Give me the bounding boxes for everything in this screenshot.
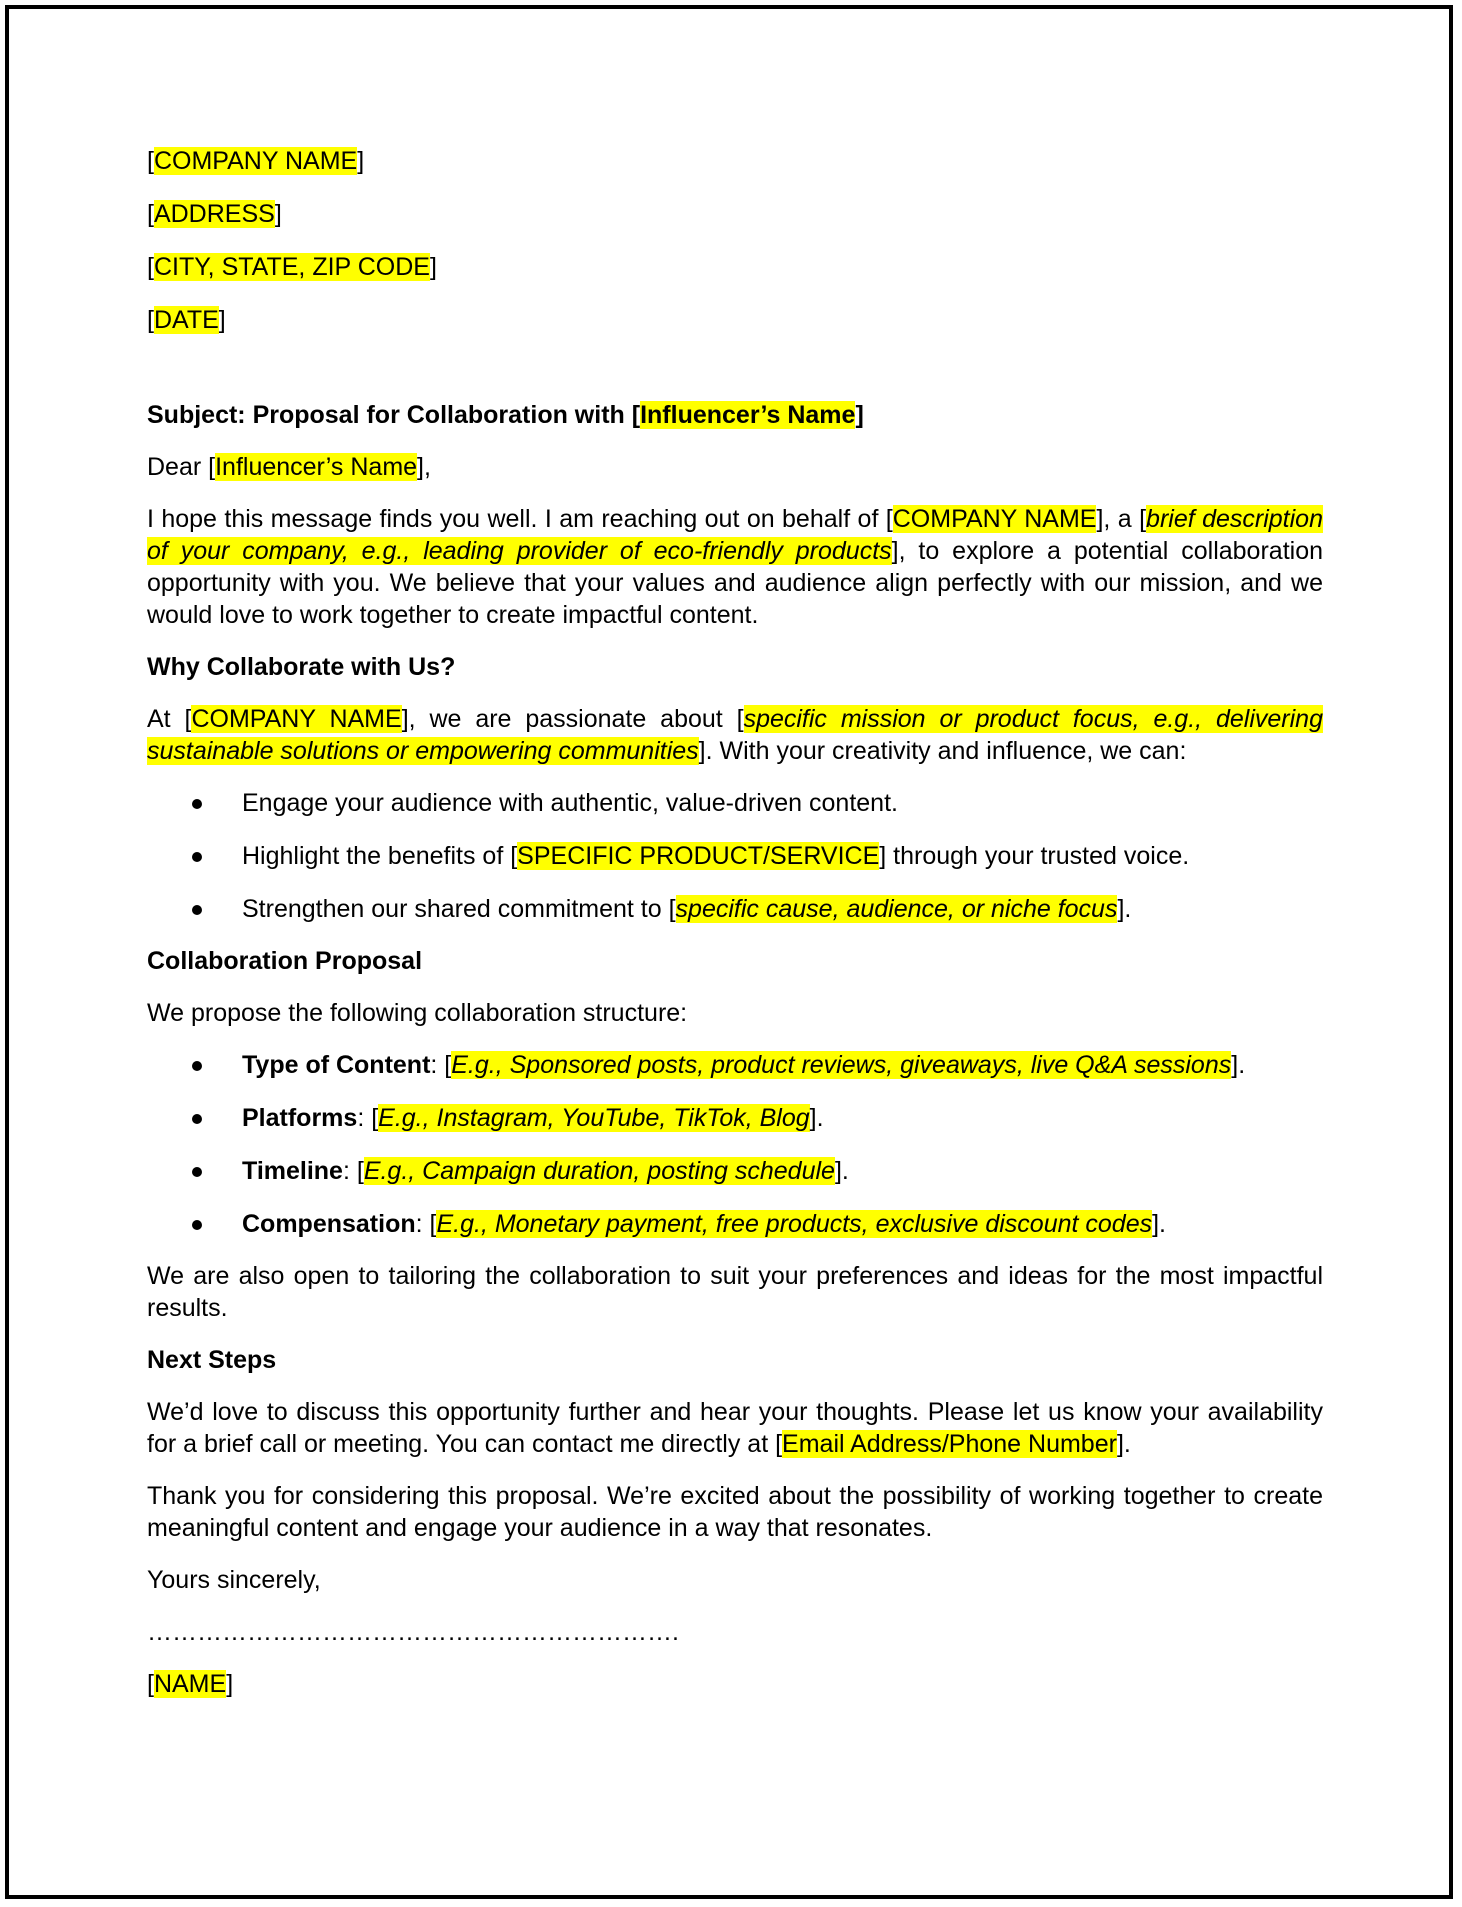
proposal-item-label: Type of Content [242,1051,431,1079]
why-part1: At [ [147,705,192,733]
signature-line: ………………………………………………………. [147,1618,679,1646]
contact-placeholder: Email Address/Phone Number [782,1430,1117,1458]
proposal-item-end: ]. [834,1157,849,1185]
next-steps-paragraph [147,1396,1323,1460]
signer-open: [ [147,1670,154,1698]
proposal-bullet-list [147,1049,1323,1240]
bullet-icon [192,1167,202,1177]
intro-paragraph [147,503,1323,631]
proposal-item-value: E.g., Sponsored posts, product reviews, giveaways, live Q&A sessions [451,1051,1232,1079]
proposal-intro: We propose the following collaboration structure: [147,999,688,1027]
why-bullet-1: Engage your audience with authentic, value-driven content. [242,789,898,817]
subject-prefix: Subject: Proposal for Collaboration with [ [147,401,641,429]
proposal-item-end: ]. [1152,1210,1167,1238]
company-name-line: [COMPANY NAME] [147,147,365,175]
bullet-icon [192,1114,202,1124]
bullet-icon [192,1061,202,1071]
list-item [147,1102,1323,1134]
next-part2: ]. [1116,1430,1131,1458]
proposal-item-end: ]. [809,1104,824,1132]
city-state-zip-placeholder: CITY, STATE, ZIP CODE [153,253,430,281]
why-mission: specific mission or product focus, e.g., delivering sustainable solutions or empowering communities [147,705,1323,765]
address-placeholder: ADDRESS [153,200,275,228]
proposal-item-value: E.g., Campaign duration, posting schedule [363,1157,835,1185]
why-bullet-2-suffix: ] through your trusted voice. [879,842,1190,870]
salutation-influencer-name: Influencer’s Name [215,453,418,481]
date-placeholder: DATE [153,306,219,334]
salutation [147,451,1323,483]
proposal-item-label: Compensation [242,1210,416,1238]
signer-close: ] [226,1670,234,1698]
salutation-prefix: Dear [ [147,453,216,481]
letter-body [147,145,1323,1721]
why-bullet-3-suffix: ]. [1117,895,1132,923]
list-item [147,787,1323,819]
why-heading: Why Collaborate with Us? [147,653,456,681]
product-service-placeholder: SPECIFIC PRODUCT/SERVICE [517,842,880,870]
address-block [147,145,1323,336]
list-item [147,1155,1323,1187]
subject-suffix: ] [855,401,864,429]
intro-part1: I hope this message finds you well. I am reaching out on behalf of [ [147,505,893,533]
proposal-item-value: E.g., Instagram, YouTube, TikTok, Blog [378,1104,810,1132]
proposal-item-sep: : [ [415,1210,437,1238]
list-item [147,1049,1323,1081]
signer-name-placeholder: NAME [153,1670,227,1698]
why-part2: ], we are passionate about [ [401,705,744,733]
next-part1: We’d love to discuss this opportunity further and hear your thoughts. Please let us know your availability for a brief call or meeting. You can contact me directly at [ [147,1398,1323,1458]
list-item [147,1208,1323,1240]
proposal-heading: Collaboration Proposal [147,947,423,975]
list-item [147,840,1323,872]
bullet-icon [192,1220,202,1230]
thanks-paragraph: Thank you for considering this proposal. We’re excited about the possibility of working together to create meaningful content and engage your audience in a way that resonates. [147,1482,1323,1542]
niche-focus-placeholder: specific cause, audience, or niche focus [675,895,1118,923]
proposal-item-end: ]. [1231,1051,1246,1079]
why-bullet-list [147,787,1323,925]
bullet-icon [192,799,202,809]
subject-influencer-name: Influencer’s Name [640,401,856,429]
proposal-item-label: Platforms [242,1104,358,1132]
why-company-name: COMPANY NAME [191,705,402,733]
address-line: [ADDRESS] [147,200,282,228]
intro-company-description: brief description of your company, e.g., leading provider of eco-friendly products [147,505,1323,565]
why-part3: ]. With your creativity and influence, we can: [698,737,1187,765]
date-line: [DATE] [147,306,226,334]
city-state-zip-line: [CITY, STATE, ZIP CODE] [147,253,437,281]
why-bullet-3-prefix: Strengthen our shared commitment to [ [242,895,676,923]
bullet-icon [192,852,202,862]
company-name-placeholder: COMPANY NAME [153,147,358,175]
bullet-icon [192,905,202,915]
intro-part3: ], to explore a potential collaboration opportunity with you. We believe that your values and audience align perfectly with our mission, and we would love to work together to create impactful content. [147,537,1323,629]
list-item [147,893,1323,925]
proposal-item-sep: : [ [357,1104,379,1132]
subject-line [147,399,1323,431]
proposal-item-label: Timeline [242,1157,343,1185]
proposal-item-value: E.g., Monetary payment, free products, exclusive discount codes [436,1210,1153,1238]
proposal-item-sep: : [ [430,1051,452,1079]
document-page [5,5,1453,1899]
intro-company-name: COMPANY NAME [892,505,1097,533]
next-steps-heading: Next Steps [147,1346,277,1374]
why-paragraph [147,703,1323,767]
salutation-suffix: ], [417,453,431,481]
proposal-item-sep: : [ [342,1157,364,1185]
intro-part2: ], a [ [1096,505,1147,533]
signer-line [147,1668,1323,1700]
closing: Yours sincerely, [147,1566,321,1594]
tailoring-paragraph: We are also open to tailoring the collaboration to suit your preferences and ideas for the most impactful results. [147,1262,1323,1322]
why-bullet-2-prefix: Highlight the benefits of [ [242,842,518,870]
